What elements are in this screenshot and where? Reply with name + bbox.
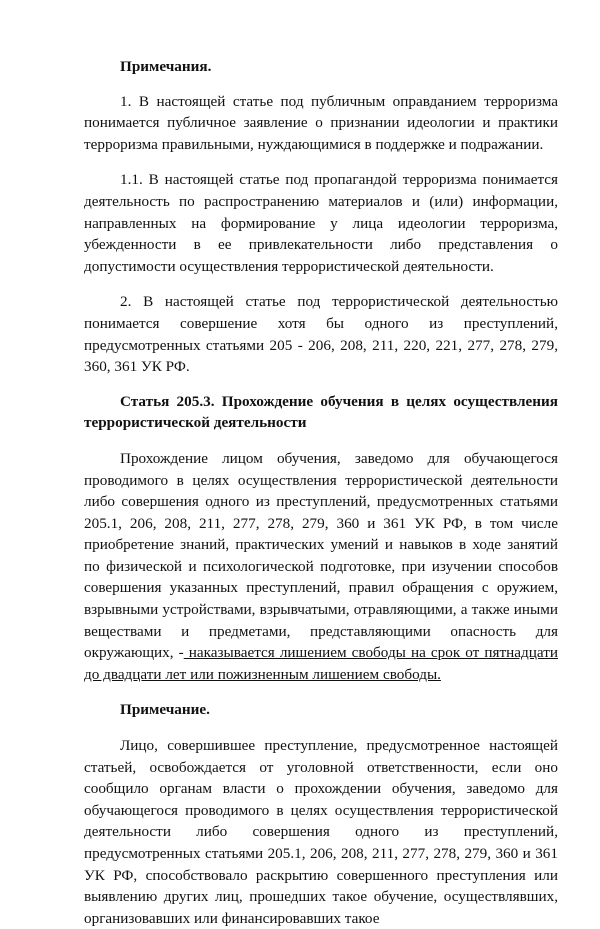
- note-heading: Примечание.: [120, 701, 210, 719]
- note-2-paragraph: 2. В настоящей статье под террористической деятельностью понимается совершение хотя бы одного из преступлений, предусмотренных статьями 205 - 206, 208, 211, 220, 221, 277, 278, 279, 360, 361 УК РФ.: [84, 293, 558, 376]
- note-1-1-paragraph: 1.1. В настоящей статье под пропагандой терроризма понимается деятельность по распространению материалов и (или) информации, направленных на формирование у лица идеологии терроризма, убежденности в ее привлекательности либо представления о допустимости осуществления террористической деятельности.: [84, 171, 558, 275]
- notes-heading: Примечания.: [120, 58, 212, 75]
- article-body-paragraph: [84, 448, 558, 686]
- article-title: Статья 205.3. Прохождение обучения в целях осуществления террористической деятельности: [84, 392, 558, 432]
- document-content: [84, 56, 558, 929]
- article-penalty-text: наказывается лишением свободы на срок от пятнадцати до двадцати лет или пожизненным лишением свободы.: [84, 644, 558, 683]
- note-paragraph: Лицо, совершившее преступление, предусмотренное настоящей статьей, освобождается от уголовной ответственности, если оно сообщило органам власти о прохождении обучения, заведомо для обучающегося проводимого в целях осуществления террористической деятельности либо совершения одного из преступлений, предусмотренных статьями 205.1, 206, 208, 211, 277, 278, 279, 360 и 361 УК РФ, способствовало раскрытию совершенного преступления или выявлению других лиц, прошедших такое обучение, осуществлявших, организовавших или финансировавших такое: [84, 737, 558, 927]
- note-1-paragraph: 1. В настоящей статье под публичным оправданием терроризма понимается публичное заявление о признании идеологии и практики терроризма правильными, нуждающимися в поддержке и подражании.: [84, 92, 558, 153]
- article-body-text: Прохождение лицом обучения, заведомо для обучающегося проводимого в целях осуществления террористической деятельности либо совершения одного из преступлений, предусмотренных статьями 205.1, 206, 208, 211, 277, 278, 279, 360 и 361 УК РФ, в том числе приобретение знаний, практических умений и навыков в ходе занятий по физической и психологической подготовке, при изучении способов совершения указанных преступлений, правил обращения с оружием, взрывными устройствами, взрывчатыми, отравляющими, а также иными веществами и предметами, представляющими опасность для окружающих, -: [84, 449, 558, 662]
